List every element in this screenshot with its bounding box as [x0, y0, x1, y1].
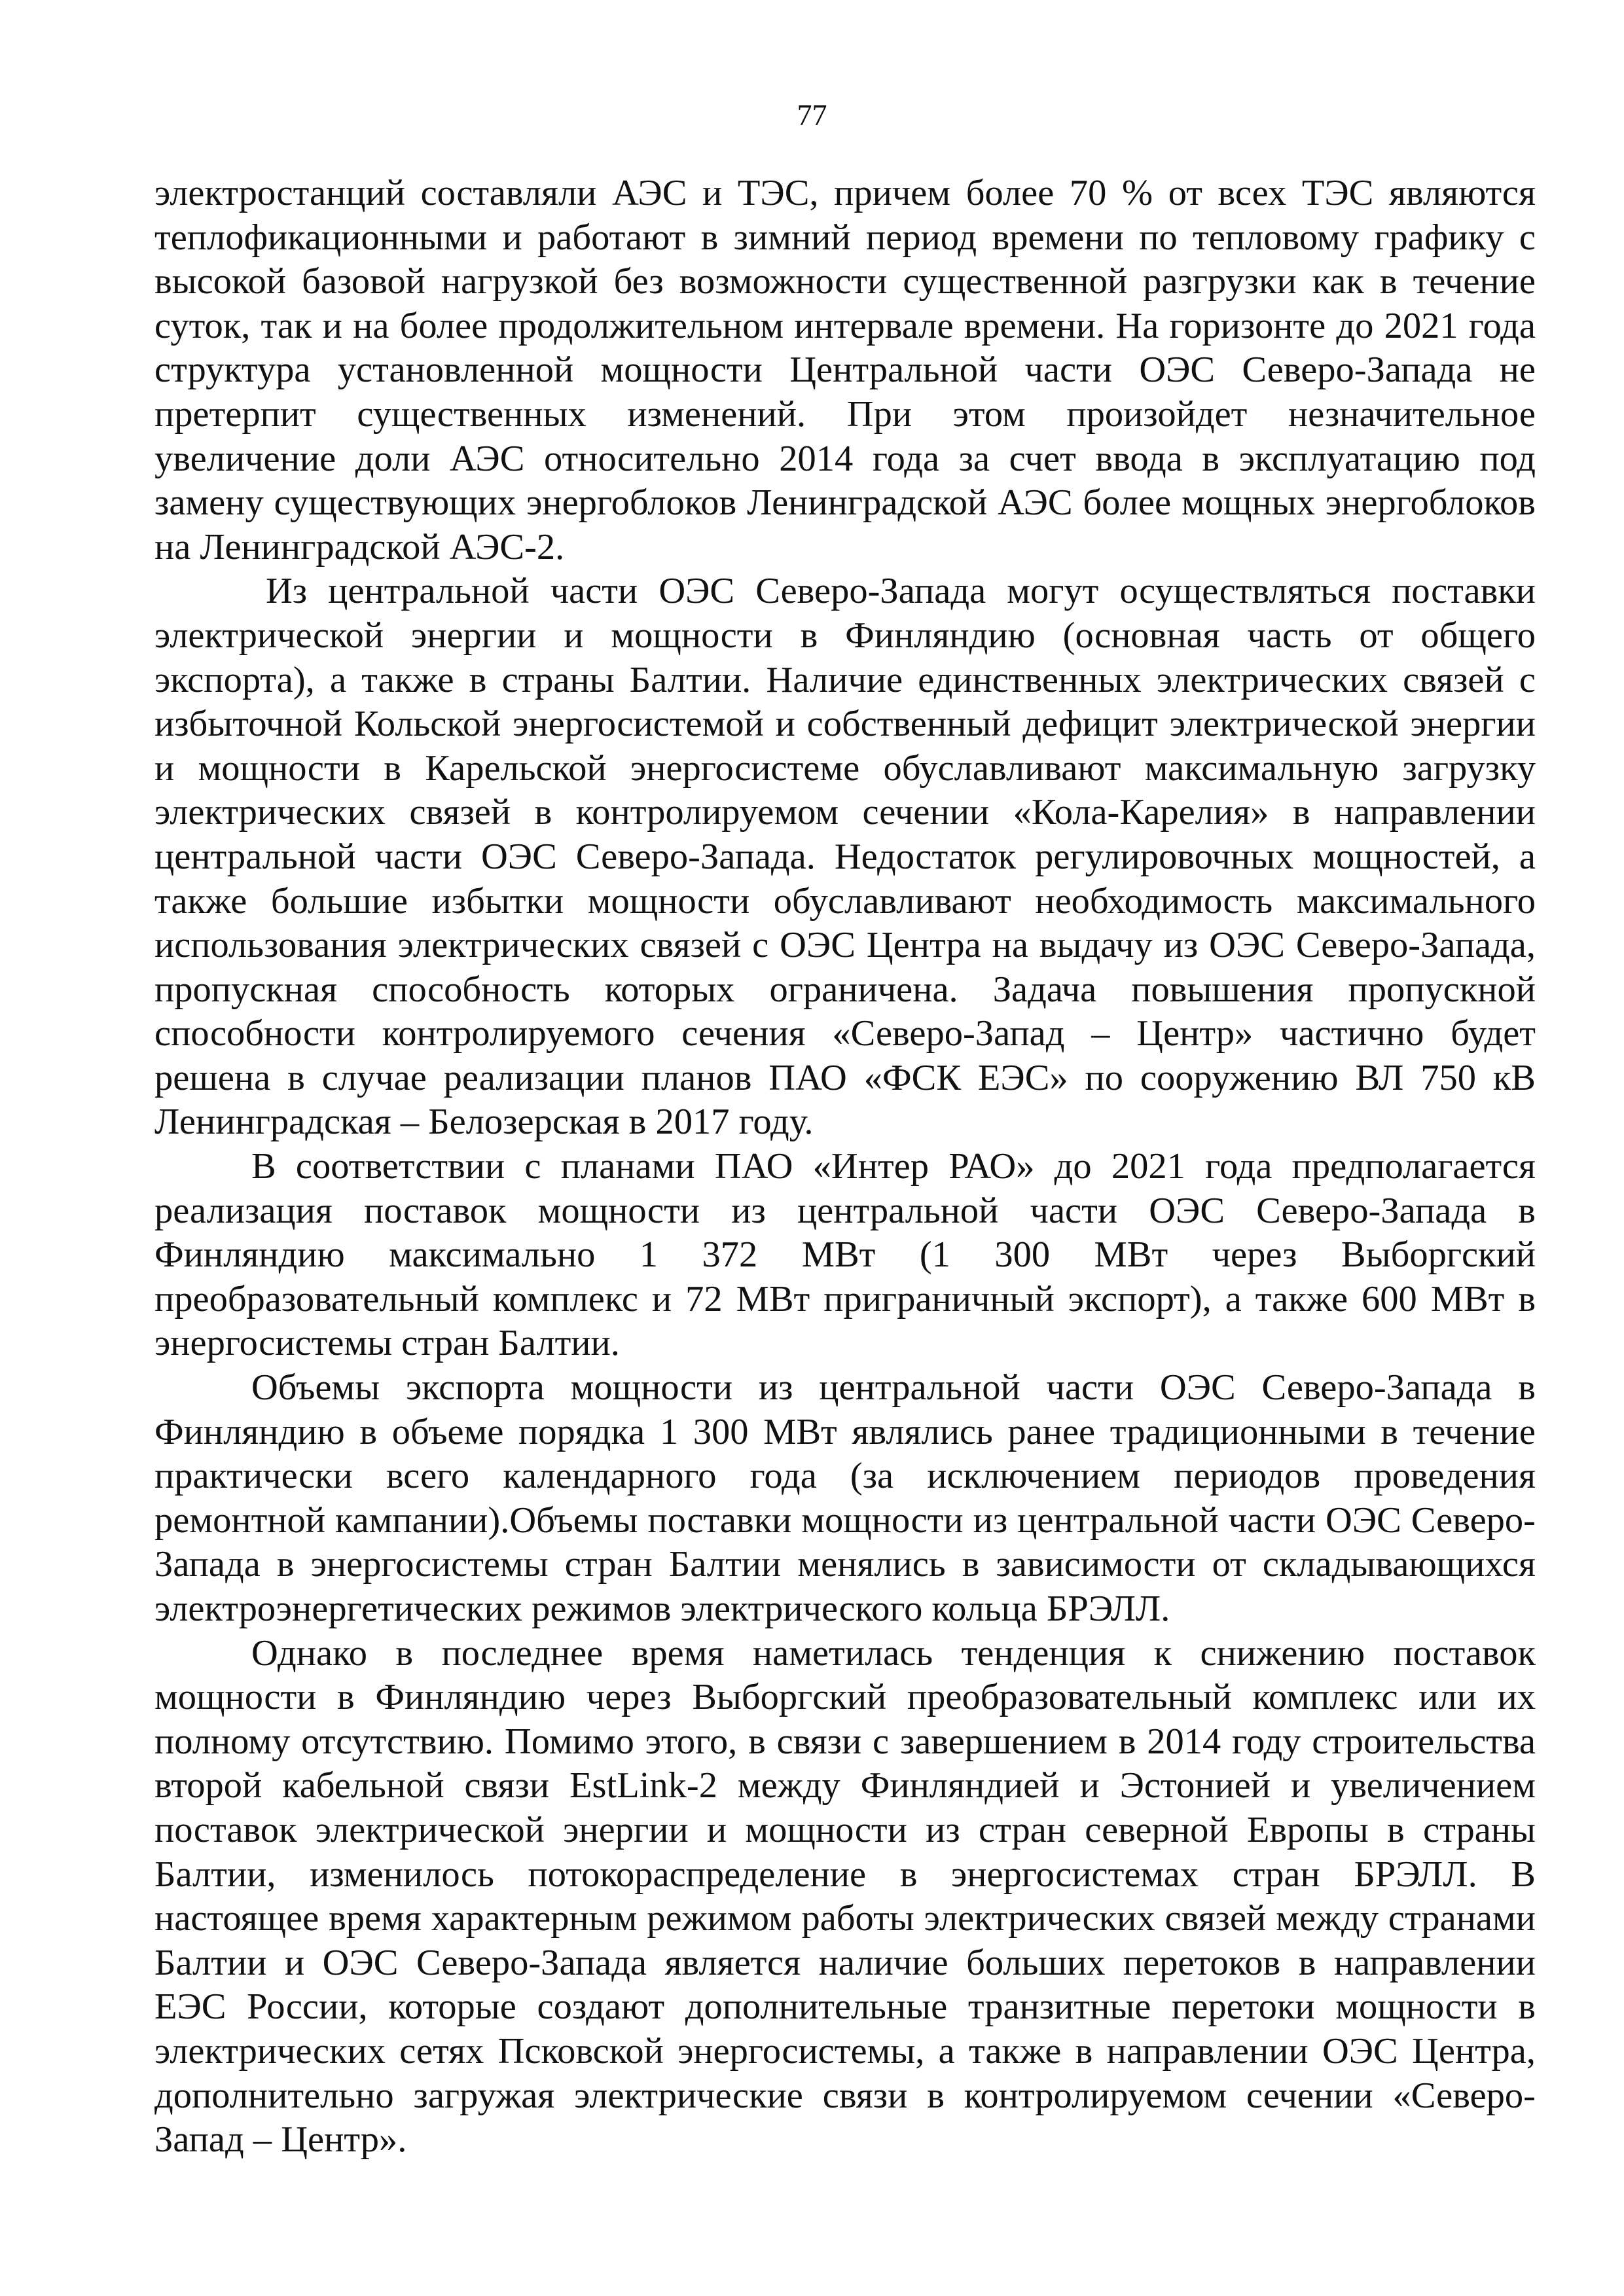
paragraph-export-volumes: Объемы экспорта мощности из центральной части ОЭС Северо-Запада в Финляндию в объеме порядка 1 300 МВт являлись ранее традиционными в течение практически всего календарного года (за исключением периодов проведения ремонтной кампании).Объемы поставки мощности из центральной части ОЭС Северо-Запада в энергосистемы стран Балтии менялись в зависимости от складывающихся электроэнергетических режимов электрического кольца БРЭЛЛ.	[154, 1367, 1536, 1629]
paragraph-inter-rao-plans: В соответствии с планами ПАО «Интер РАО» до 2021 года предполагается реализация поставок мощности из центральной части ОЭС Северо-Запада в Финляндию максимально 1 372 МВт (1 300 МВт через Выборгский преобразовательный комплекс и 72 МВт приграничный экспорт), а также 600 МВт в энергосистемы стран Балтии.	[154, 1146, 1536, 1364]
document-body	[154, 171, 1536, 2162]
paragraph-continued: электростанций составляли АЭС и ТЭС, причем более 70 % от всех ТЭС являются теплофикационными и работают в зимний период времени по тепловому графику с высокой базовой нагрузкой без возможности существенной разгрузки как в течение суток, так и на более продолжительном интервале времени. На горизонте до 2021 года структура установленной мощности Центральной части ОЭС Северо-Запада не претерпит существенных изменений. При этом произойдет незначительное увеличение доли АЭС относительно 2014 года за счет ввода в эксплуатацию под замену существующих энергоблоков Ленинградской АЭС более мощных энергоблоков на Ленинградской АЭС-2.	[154, 173, 1536, 567]
paragraph-recent-trends: Однако в последнее время наметилась тенденция к снижению поставок мощности в Финляндию через Выборгский преобразовательный комплекс или их полному отсутствию. Помимо этого, в связи с завершением в 2014 году строительства второй кабельной связи EstLink-2 между Финляндией и Эстонией и увеличением поставок электрической энергии и мощности из стран северной Европы в страны Балтии, изменилось потокораспределение в энергосистемах стран БРЭЛЛ. В настоящее время характерным режимом работы электрических связей между странами Балтии и ОЭС Северо-Запада является наличие больших перетоков в направлении ЕЭС России, которые создают дополнительные транзитные перетоки мощности в электрических сетях Псковской энергосистемы, а также в направлении ОЭС Центра, дополнительно загружая электрические связи в контролируемом сечении «Северо-Запад – Центр».	[154, 1632, 1536, 2161]
paragraph-export-overview: Из центральной части ОЭС Северо-Запада могут осуществляться поставки электрической энергии и мощности в Финляндию (основная часть от общего экспорта), а также в страны Балтии. Наличие единственных электрических связей с избыточной Кольской энергосистемой и собственный дефицит электрической энергии и мощности в Карельской энергосистеме обуславливают максимальную загрузку электрических связей в контролируемом сечении «Кола-Карелия» в направлении центральной части ОЭС Северо-Запада. Недостаток регулировочных мощностей, а также большие избытки мощности обуславливают необходимость максимального использования электрических связей с ОЭС Центра на выдачу из ОЭС Северо-Запада, пропускная способность которых ограничена. Задача повышения пропускной способности контролируемого сечения «Северо-Запад – Центр» частично будет решена в случае реализации планов ПАО «ФСК ЕЭС» по сооружению ВЛ 750 кВ Ленинградская – Белозерская в 2017 году.	[154, 571, 1536, 1143]
page-number: 77	[797, 98, 827, 132]
